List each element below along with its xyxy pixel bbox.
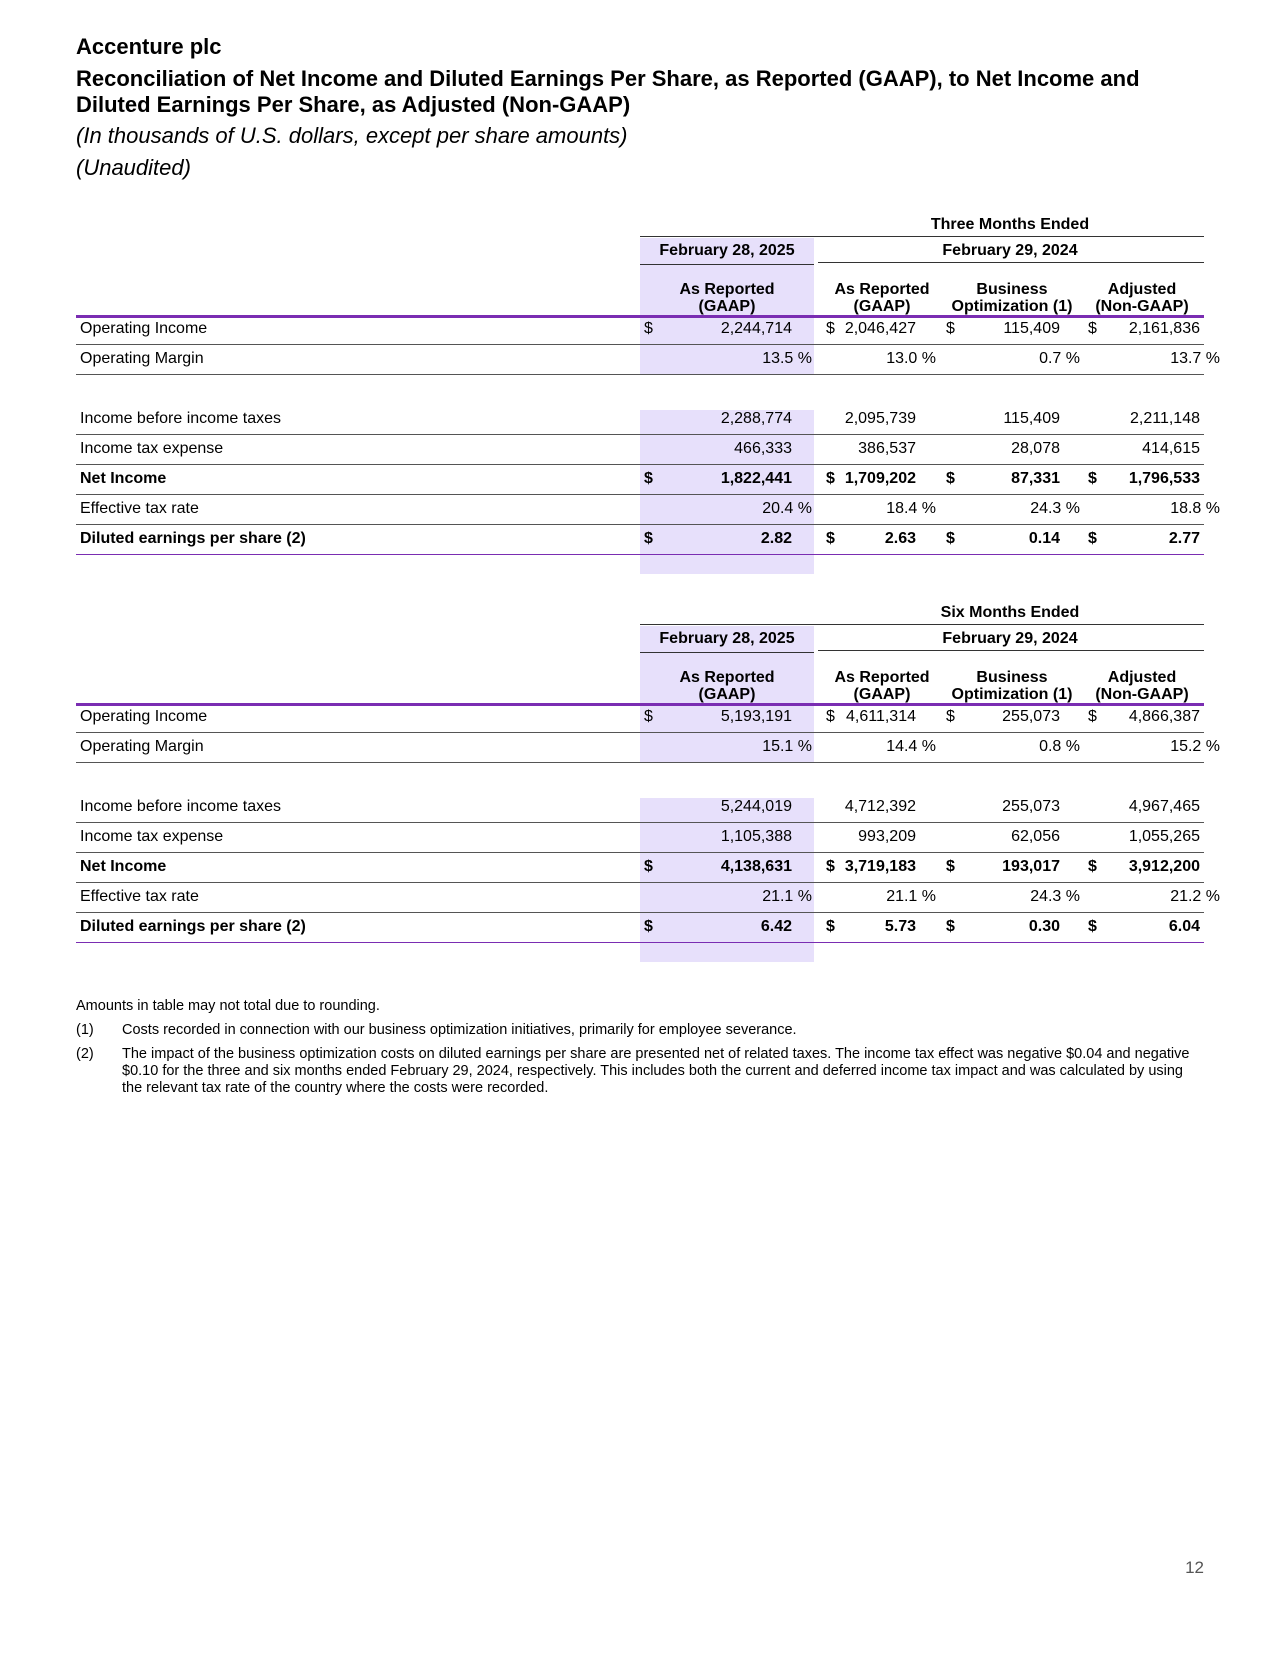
date-prior: February 29, 2024 [942,630,1078,647]
table-row [76,852,1204,882]
currency-symbol: $ [946,858,955,875]
row-label: Net Income [80,858,167,875]
currency-symbol: $ [644,708,653,725]
currency-symbol: $ [1088,470,1097,487]
currency-symbol: $ [826,530,835,547]
cell-value: 255,073 [1002,708,1060,725]
cell-value: 2,211,148 [1130,410,1200,427]
cell-value: 21.2 % [1170,888,1220,905]
cell-value: 24.3 % [1030,500,1080,517]
column-header: As Reported (GAAP) [679,669,775,703]
cell-value: 386,537 [858,440,916,457]
header-rule [818,650,1204,651]
cell-value: 62,056 [1011,828,1060,845]
currency-symbol: $ [826,918,835,935]
column-header: Business Optimization (1) [951,281,1073,315]
cell-value: 13.7 % [1170,350,1220,367]
period-header: Three Months Ended [930,216,1090,233]
table-row [76,404,1204,434]
header-rule [640,652,814,653]
cell-value: 1,822,441 [720,470,792,487]
cell-value: 4,967,465 [1128,798,1200,815]
header-rule [818,262,1204,263]
table-row [76,912,1204,942]
currency-symbol: $ [826,708,835,725]
cell-value: 115,409 [1003,410,1060,427]
cell-value: 466,333 [734,440,792,457]
cell-value: 4,866,387 [1128,708,1200,725]
currency-symbol: $ [826,320,835,337]
cell-value: 5,193,191 [720,708,792,725]
row-label: Net Income [80,470,167,487]
cell-value: 4,138,631 [720,858,792,875]
cell-value: 5,244,019 [720,798,792,815]
column-header: Business Optimization (1) [951,669,1073,703]
cell-value: 13.0 % [886,350,936,367]
table-row [76,702,1204,732]
column-header: As Reported (GAAP) [834,281,930,315]
page-header [76,34,1204,182]
currency-symbol: $ [826,858,835,875]
table-row [76,732,1220,762]
cell-value: 28,078 [1011,440,1060,457]
cell-value: 0.14 [1028,530,1060,547]
currency-symbol: $ [644,320,653,337]
table-row [76,464,1204,494]
row-label: Diluted earnings per share (2) [80,530,306,547]
cell-value: 2,244,714 [720,320,792,337]
cell-value: 87,331 [1011,470,1060,487]
row-label: Operating Income [80,320,208,337]
cell-value: 15.1 % [762,738,812,755]
cell-value: 20.4 % [762,500,812,517]
cell-value: 993,209 [858,828,916,845]
row-label: Operating Margin [80,350,204,367]
cell-value: 2.82 [760,530,792,547]
row-label: Operating Margin [80,738,204,755]
column-header: Adjusted (Non-GAAP) [1095,669,1189,703]
currency-symbol: $ [946,320,955,337]
cell-value: 2,161,836 [1128,320,1200,337]
row-label: Diluted earnings per share (2) [80,918,306,935]
row-label: Operating Income [80,708,208,725]
header-rule [640,236,1204,237]
currency-symbol: $ [1088,918,1097,935]
currency-symbol: $ [644,918,653,935]
table-row [76,792,1204,822]
row-label: Income before income taxes [80,410,281,427]
cell-value: 18.8 % [1170,500,1220,517]
cell-value: 18.4 % [886,500,936,517]
cell-value: 2,046,427 [844,320,916,337]
currency-symbol: $ [1088,530,1097,547]
header-rule [640,624,1204,625]
currency-symbol: $ [946,708,955,725]
cell-value: 5.73 [884,918,916,935]
column-header: As Reported (GAAP) [834,669,930,703]
cell-value: 1,796,533 [1128,470,1200,487]
cell-value: 24.3 % [1030,888,1080,905]
currency-symbol: $ [1088,320,1097,337]
cell-value: 0.7 % [1039,350,1080,367]
cell-value: 6.04 [1168,918,1200,935]
cell-value: 2,095,739 [844,410,916,427]
page-number: 12 [1185,1558,1204,1577]
row-divider [76,374,1204,375]
cell-value: 21.1 % [762,888,812,905]
cell-value: 0.30 [1028,918,1060,935]
table-row [76,494,1220,524]
cell-value: 0.8 % [1039,738,1080,755]
cell-value: 4,712,392 [844,798,916,815]
row-divider [76,762,1204,763]
row-label: Income tax expense [80,828,224,845]
footnote-tag: (2) [76,1046,94,1062]
date-current: February 28, 2025 [659,242,795,259]
currency-symbol: $ [946,470,955,487]
cell-value: 115,409 [1003,320,1060,337]
cell-value: 2.63 [884,530,916,547]
date-current: February 28, 2025 [659,630,795,647]
date-prior: February 29, 2024 [942,242,1078,259]
row-label: Income before income taxes [80,798,281,815]
currency-symbol: $ [644,470,653,487]
footnote-text: Costs recorded in connection with our business optimization initiatives, primarily for employee severance. [122,1022,797,1038]
footnotes [76,998,1204,1104]
cell-value: 15.2 % [1170,738,1220,755]
row-divider [76,942,1204,943]
cell-value: 2,288,774 [720,410,792,427]
page-title: Reconciliation of Net Income and Diluted Earnings Per Share, as Reported (GAAP), to Net Income and Diluted Earnings Per Share, as Adjusted (Non-GAAP) [76,66,1140,117]
column-header: Adjusted (Non-GAAP) [1095,281,1189,315]
footnote-text: The impact of the business optimization costs on diluted earnings per share are presented net of related taxes. The income tax effect was negative $0.04 and negative $0.10 for the three and six months ended February 29, 2024, respectively. This includes both the current and deferred income tax impact and was calculated by using the relevant tax rate of the country where the costs were recorded. [122,1046,1190,1096]
row-label: Effective tax rate [80,500,199,517]
footnote-tag: (1) [76,1022,94,1038]
cell-value: 6.42 [760,918,792,935]
cell-value: 3,719,183 [844,858,916,875]
cell-value: 255,073 [1002,798,1060,815]
currency-symbol: $ [826,470,835,487]
currency-symbol: $ [1088,858,1097,875]
cell-value: 193,017 [1002,858,1060,875]
table-row [76,344,1220,374]
header-rule [640,264,814,265]
company-name: Accenture plc [76,34,222,59]
rounding-note: Amounts in table may not total due to rounding. [76,998,380,1014]
table-row [76,434,1204,464]
unaudited-note: (Unaudited) [76,155,191,180]
currency-symbol: $ [1088,708,1097,725]
cell-value: 1,709,202 [844,470,916,487]
row-divider [76,554,1204,555]
currency-symbol: $ [644,858,653,875]
currency-symbol: $ [946,530,955,547]
footnote-2 [76,1046,1204,1097]
cell-value: 414,615 [1142,440,1200,457]
cell-value: 21.1 % [886,888,936,905]
table-row [76,822,1204,852]
row-label: Effective tax rate [80,888,199,905]
column-header: As Reported (GAAP) [679,281,775,315]
cell-value: 1,055,265 [1128,828,1200,845]
row-label: Income tax expense [80,440,224,457]
cell-value: 13.5 % [762,350,812,367]
cell-value: 14.4 % [886,738,936,755]
table-row [76,882,1220,912]
table-row [76,524,1204,554]
cell-value: 3,912,200 [1128,858,1200,875]
footnote-1 [76,1022,1204,1039]
currency-symbol: $ [946,918,955,935]
page-subtitle: (In thousands of U.S. dollars, except per share amounts) [76,123,628,148]
cell-value: 2.77 [1168,530,1200,547]
currency-symbol: $ [644,530,653,547]
cell-value: 4,611,314 [846,708,916,725]
table-row [76,314,1204,344]
cell-value: 1,105,388 [720,828,792,845]
period-header: Six Months Ended [940,604,1080,621]
